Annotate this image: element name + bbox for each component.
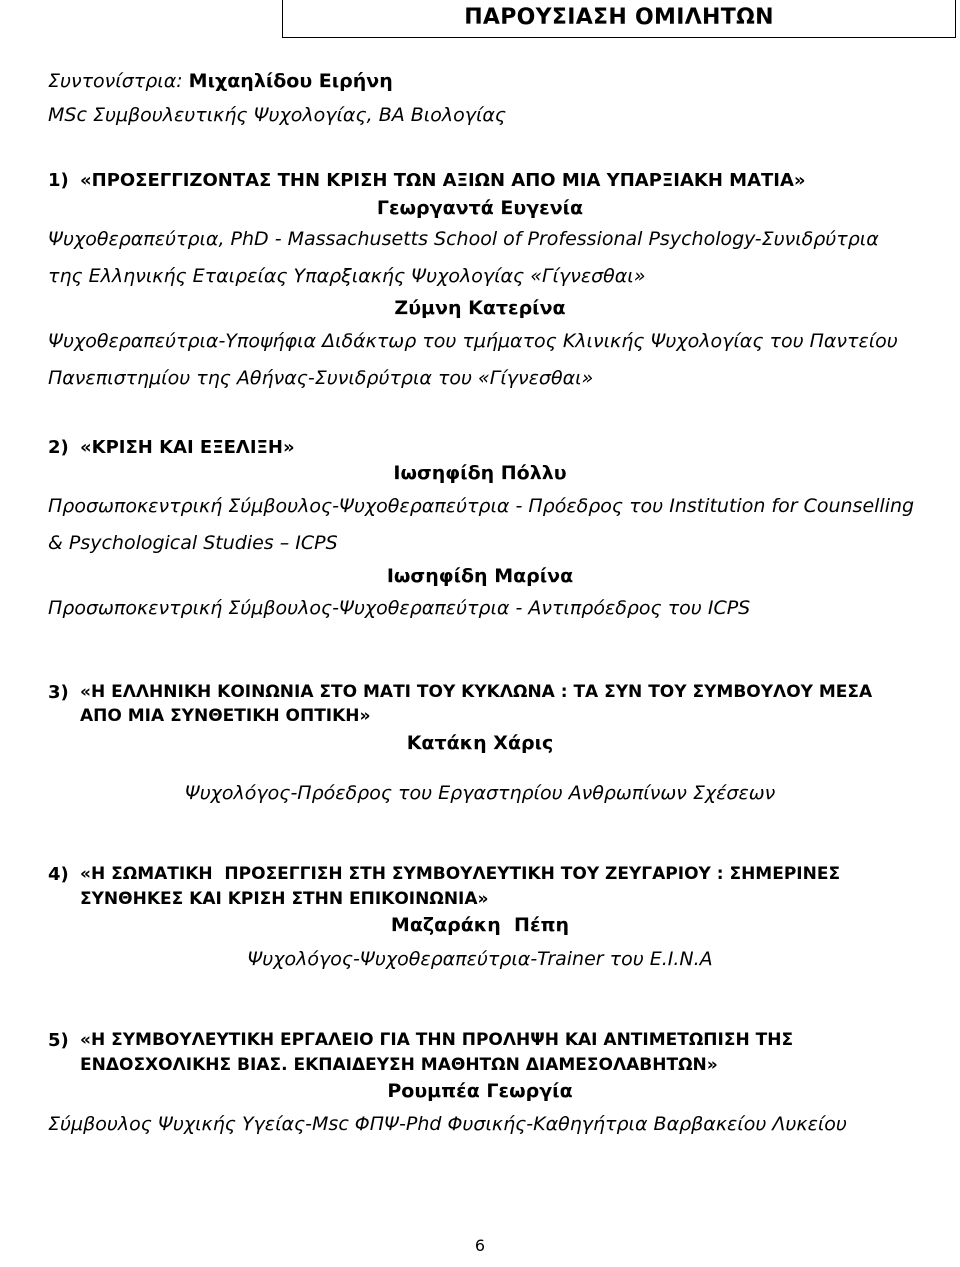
talk-3-speaker-1-bio-1: Ψυχολόγος-Πρόεδρος του Εργαστηρίου Ανθρωπίνων Σχέσεων xyxy=(184,782,776,804)
talk-2-title-line-1: «ΚΡΙΣΗ ΚΑΙ ΕΞΕΛΙΞΗ» xyxy=(80,437,295,458)
moderator-label: Συντονίστρια: xyxy=(48,70,183,92)
talk-1-speaker-1-bio-1: Ψυχοθεραπεύτρια, PhD - Massachusetts School of Professional Psychology-Συνιδρύτρια xyxy=(48,228,879,250)
talk-3-title-line-2: ΑΠΟ ΜΙΑ ΣΥΝΘΕΤΙΚΗ ΟΠΤΙΚΗ» xyxy=(80,706,371,726)
talk-2-number: 2) xyxy=(48,437,69,458)
talk-1-number: 1) xyxy=(48,170,69,191)
talk-2-speaker-2-bio-1: Προσωποκεντρική Σύμβουλος-Ψυχοθεραπεύτρια - Αντιπρόεδρος του ICPS xyxy=(48,597,751,619)
talk-1-speaker-1-name: Γεωργαντά Ευγενία xyxy=(376,197,584,219)
talk-5-number: 5) xyxy=(48,1030,69,1051)
talk-4-speaker-1-name: Μαζαράκη Πέπη xyxy=(390,914,570,936)
talk-1-speaker-1-bio-2: της Ελληνικής Εταιρείας Υπαρξιακής Ψυχολογίας «Γίγνεσθαι» xyxy=(48,265,646,287)
title-box xyxy=(282,0,956,38)
talk-4-title-line-2: ΣΥΝΘΗΚΕΣ ΚΑΙ ΚΡΙΣΗ ΣΤΗΝ ΕΠΙΚΟΙΝΩΝΙΑ» xyxy=(80,889,489,909)
talk-3-number: 3) xyxy=(48,682,69,703)
talk-2-speaker-1-name: Ιωσηφίδη Πόλλυ xyxy=(393,462,567,484)
moderator-line xyxy=(48,70,393,92)
moderator-name: Μιχαηλίδου Ειρήνη xyxy=(188,70,393,92)
talk-4-speaker-1-bio-1: Ψυχολόγος-Ψυχοθεραπεύτρια-Trainer του Ε.Ι.Ν.Α xyxy=(247,948,713,970)
talk-5-title-line-2: ΕΝΔΟΣΧΟΛΙΚΗΣ ΒΙΑΣ. ΕΚΠΑΙΔΕΥΣΗ ΜΑΘΗΤΩΝ ΔΙΑΜΕΣΟΛΑΒΗΤΩΝ» xyxy=(80,1055,718,1075)
moderator-credentials: MSc Συμβουλευτικής Ψυχολογίας, BA Βιολογίας xyxy=(48,104,507,126)
talk-1-speaker-2-bio-2: Πανεπιστημίου της Αθήνας-Συνιδρύτρια του «Γίγνεσθαι» xyxy=(48,367,594,389)
talk-2-speaker-1-bio-2: & Psychological Studies – ICPS xyxy=(48,532,338,554)
talk-1-title-line-1: «ΠΡΟΣΕΓΓΙΖΟΝΤΑΣ ΤΗΝ ΚΡΙΣΗ ΤΩΝ ΑΞΙΩΝ ΑΠΟ ΜΙΑ ΥΠΑΡΞΙΑΚΗ ΜΑΤΙΑ» xyxy=(80,170,806,191)
talk-1-speaker-2-name: Ζύμνη Κατερίνα xyxy=(394,297,566,319)
talk-2-speaker-2-name: Ιωσηφίδη Μαρίνα xyxy=(386,565,574,587)
talk-5-speaker-1-name: Ρουμπέα Γεωργία xyxy=(387,1080,573,1102)
talk-5-title-line-1: «Η ΣΥΜΒΟΥΛΕΥΤΙΚΗ ΕΡΓΑΛΕΙΟ ΓΙΑ ΤΗΝ ΠΡΟΛΗΨΗ ΚΑΙ ΑΝΤΙΜΕΤΩΠΙΣΗ ΤΗΣ xyxy=(80,1030,794,1050)
page-number: 6 xyxy=(474,1236,486,1255)
talk-3-speaker-1-name: Κατάκη Χάρις xyxy=(406,732,554,754)
talk-3-title-line-1: «Η ΕΛΛΗΝΙΚΗ ΚΟΙΝΩΝΙΑ ΣΤΟ ΜΑΤΙ ΤΟΥ ΚΥΚΛΩΝΑ : ΤΑ ΣΥΝ ΤΟΥ ΣΥΜΒΟΥΛΟΥ ΜΕΣΑ xyxy=(80,682,873,702)
page-title: ΠΑΡΟΥΣΙΑΣΗ ΟΜΙΛΗΤΩΝ xyxy=(464,5,774,30)
talk-2-speaker-1-bio-1: Προσωποκεντρική Σύμβουλος-Ψυχοθεραπεύτρια - Πρόεδρος του Institution for Counselling xyxy=(48,495,915,517)
talk-4-title-line-1: «Η ΣΩΜΑΤΙΚΗ ΠΡΟΣΕΓΓΙΣΗ ΣΤΗ ΣΥΜΒΟΥΛΕΥΤΙΚΗ ΤΟΥ ΖΕΥΓΑΡΙΟΥ : ΣΗΜΕΡΙΝΕΣ xyxy=(80,864,841,884)
talk-5-speaker-1-bio-1: Σύμβουλος Ψυχικής Υγείας-Msc ΦΠΨ-Phd Φυσικής-Καθηγήτρια Βαρβακείου Λυκείου xyxy=(48,1113,847,1135)
talk-4-number: 4) xyxy=(48,864,69,885)
talk-1-speaker-2-bio-1: Ψυχοθεραπεύτρια-Υποψήφια Διδάκτωρ του τμήματος Κλινικής Ψυχολογίας του Παντείου xyxy=(48,330,898,352)
